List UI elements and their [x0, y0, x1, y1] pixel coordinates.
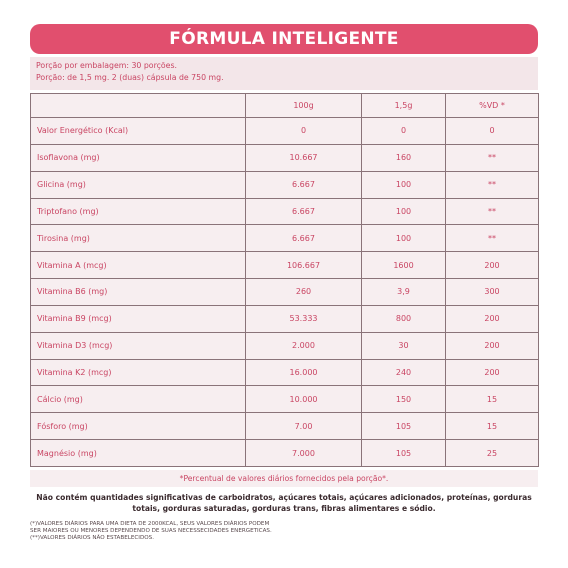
nutrient-name: Triptofano (mg) — [31, 198, 246, 225]
value-portion: 800 — [362, 305, 446, 332]
table-row — [31, 386, 539, 413]
value-portion: 160 — [362, 144, 446, 171]
table-row — [31, 305, 539, 332]
header-portion: 1,5g — [362, 94, 446, 118]
value-vd: 200 — [446, 305, 539, 332]
table-row — [31, 118, 539, 145]
value-portion: 150 — [362, 386, 446, 413]
portion-line-1: Porção por embalagem: 30 porções. — [36, 61, 178, 70]
value-vd: 0 — [446, 118, 539, 145]
value-vd: 300 — [446, 279, 539, 306]
nutrient-name: Vitamina B9 (mcg) — [31, 305, 246, 332]
value-100g: 2.000 — [246, 332, 362, 359]
table-header-row — [31, 94, 539, 118]
nutrient-name: Magnésio (mg) — [31, 440, 246, 467]
value-100g: 10.667 — [246, 144, 362, 171]
value-vd: 25 — [446, 440, 539, 467]
portion-line-2: Porção: de 1,5 mg. 2 (duas) cápsula de 750 mg. — [36, 73, 224, 82]
value-100g: 7.000 — [246, 440, 362, 467]
value-100g: 10.000 — [246, 386, 362, 413]
portion-info — [30, 57, 538, 90]
small-note-1: (*)VALORES DIÁRIOS PARA UMA DIETA DE 2000KCAL, SEUS VALORES DIÁRIOS PODEM — [30, 521, 270, 527]
value-vd: ** — [446, 225, 539, 252]
small-note-3: (**)VALORES DIÁRIOS NÃO ESTABELECIDOS. — [30, 535, 154, 542]
table-row — [31, 279, 539, 306]
value-100g: 106.667 — [246, 252, 362, 279]
value-vd: 200 — [446, 359, 539, 386]
small-notes — [30, 521, 538, 543]
value-100g: 0 — [246, 118, 362, 145]
value-portion: 30 — [362, 332, 446, 359]
page-title: FÓRMULA INTELIGENTE — [169, 29, 399, 49]
table-row — [31, 225, 539, 252]
value-portion: 100 — [362, 225, 446, 252]
value-portion: 240 — [362, 359, 446, 386]
table-row — [31, 252, 539, 279]
nutrient-name: Tirosina (mg) — [31, 225, 246, 252]
table-row — [31, 440, 539, 467]
value-100g: 6.667 — [246, 171, 362, 198]
small-note-2: SER MAIORES OU MENORES DEPENDENDO DE SUAS NECESSECIDADES ENERGETICAS. — [30, 528, 272, 535]
value-100g: 6.667 — [246, 198, 362, 225]
nutrient-name: Cálcio (mg) — [31, 386, 246, 413]
nutrient-name: Valor Energético (Kcal) — [31, 118, 246, 145]
title-banner — [30, 24, 538, 54]
value-100g: 16.000 — [246, 359, 362, 386]
value-vd: 15 — [446, 413, 539, 440]
value-vd: 200 — [446, 332, 539, 359]
value-vd: ** — [446, 144, 539, 171]
nutrient-name: Glicina (mg) — [31, 171, 246, 198]
value-vd: ** — [446, 198, 539, 225]
value-portion: 100 — [362, 171, 446, 198]
value-portion: 1600 — [362, 252, 446, 279]
nutrient-name: Vitamina D3 (mcg) — [31, 332, 246, 359]
table-row — [31, 359, 539, 386]
value-vd: ** — [446, 171, 539, 198]
nutrient-name: Vitamina A (mcg) — [31, 252, 246, 279]
value-vd: 15 — [446, 386, 539, 413]
value-vd: 200 — [446, 252, 539, 279]
nutrient-name: Fósforo (mg) — [31, 413, 246, 440]
value-portion: 0 — [362, 118, 446, 145]
value-100g: 7.00 — [246, 413, 362, 440]
value-100g: 6.667 — [246, 225, 362, 252]
daily-value-footnote: *Percentual de valores diários fornecidos pela porção*. — [30, 470, 538, 487]
value-portion: 105 — [362, 413, 446, 440]
value-portion: 3,9 — [362, 279, 446, 306]
nutrient-name: Vitamina K2 (mcg) — [31, 359, 246, 386]
nutrient-name: Isoflavona (mg) — [31, 144, 246, 171]
nutrition-notice: Não contém quantidades significativas de carboidratos, açúcares totais, açúcares adicionados, proteínas, gorduras totais, gorduras saturadas, gorduras trans, fibras alimentares e sódio. — [36, 493, 532, 513]
table-row — [31, 413, 539, 440]
nutrition-table — [30, 93, 539, 467]
value-100g: 53.333 — [246, 305, 362, 332]
value-portion: 105 — [362, 440, 446, 467]
table-row — [31, 171, 539, 198]
nutrient-name: Vitamina B6 (mg) — [31, 279, 246, 306]
value-portion: 100 — [362, 198, 446, 225]
table-row — [31, 198, 539, 225]
header-vd: %VD * — [446, 94, 539, 118]
table-row — [31, 332, 539, 359]
value-100g: 260 — [246, 279, 362, 306]
header-100g: 100g — [246, 94, 362, 118]
table-row — [31, 144, 539, 171]
header-empty — [31, 94, 246, 118]
